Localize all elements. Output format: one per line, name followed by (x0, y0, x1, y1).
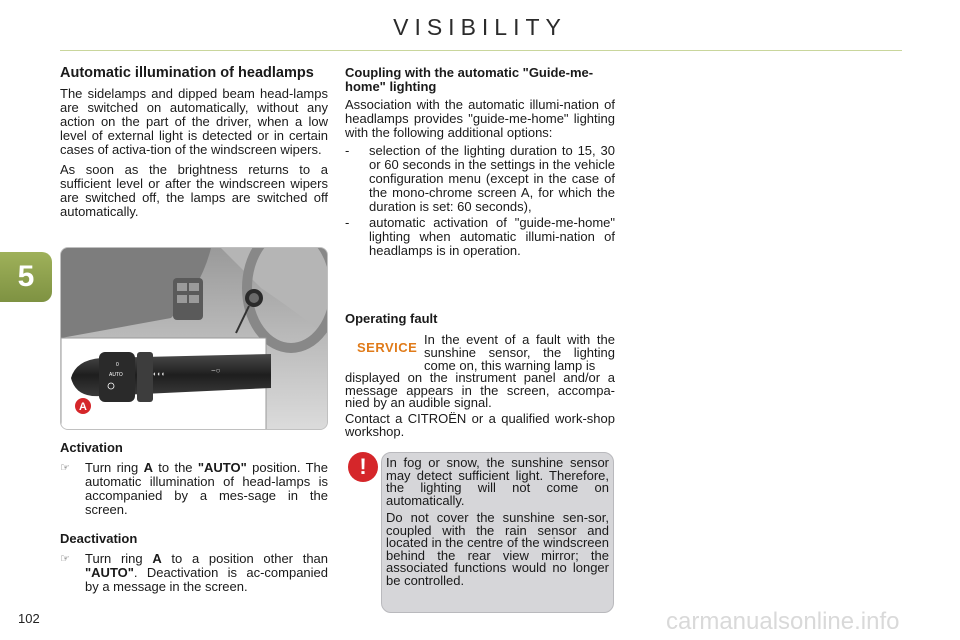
dashboard-image (61, 248, 328, 430)
fault-text-b: displayed on the instrument panel and/or a message appears in the screen, accompa-nied by an audible signal. (345, 370, 615, 410)
chapter-tab[interactable]: 5 (0, 252, 52, 302)
deactivation-heading: Deactivation (60, 531, 138, 546)
pointing-hand-icon: ☞ (60, 553, 70, 565)
stalk-auto-label: AUTO (109, 372, 123, 378)
warning-paragraph: In fog or snow, the sunshine sensor may detect sufficient light. Therefore, the lighting will not come on automatically. (386, 455, 609, 508)
exclamation-icon: ! (348, 452, 378, 482)
operating-fault-section (345, 312, 615, 326)
deactivation-section (60, 532, 328, 594)
coupling-intro: Association with the automatic illumi-nation of headlamps provides "guide-me-home" lighting with the following additional options: (345, 97, 615, 140)
warning-text (386, 457, 609, 587)
watermark: carmanualsonline.info (666, 608, 900, 635)
pointing-hand-icon: ☞ (60, 462, 70, 474)
svg-text:◐◐◐: ◐◐◐ (153, 371, 166, 378)
auto-illumination-section (60, 66, 328, 219)
paragraph: The sidelamps and dipped beam head-lamps are switched on automatically, without any action on the part of the driver, when a low level of external light is detected or in certain cases of activa-tion of the windscreen wipers. (60, 86, 328, 157)
list-dash: - (345, 215, 350, 230)
activation-heading: Activation (60, 440, 123, 455)
page-title: VISIBILITY (393, 14, 567, 40)
fault-heading: Operating fault (345, 311, 438, 326)
fault-contact: Contact a CITROËN or a qualified work-shop workshop. (345, 411, 615, 439)
deactivation-instruction: Turn ring A to a position other than "AUTO". Deactivation is ac-companied by a message in the screen. (85, 551, 329, 594)
list-item: selection of the lighting duration to 15, 30 or 60 seconds in the settings in the vehicle configuration menu (except in the case of the mono-chrome screen A, for which the duration is set: 60 seconds), (369, 143, 615, 214)
activation-section (60, 441, 328, 517)
paragraph: As soon as the brightness returns to a sufficient level or after the windscreen wipers are switched off, the lamps are switched off automatically. (60, 162, 328, 219)
fault-text-a: In the event of a fault with the sunshine sensor, the lighting come on, this warning lamp is (424, 332, 615, 373)
svg-text:−○: −○ (211, 366, 221, 375)
ring-a-label: A (79, 401, 87, 413)
title-divider (60, 50, 902, 51)
list-item: automatic activation of "guide-me-home" lighting when automatic illumi-nation of headlamps is in operation. (369, 215, 615, 258)
stalk-zero-label: 0 (116, 362, 119, 368)
lighting-stalk-illustration (60, 247, 328, 430)
guide-me-home-section (345, 66, 615, 258)
page-number: 102 (18, 611, 40, 626)
warning-paragraph: Do not cover the sunshine sen-sor, coupled with the rain sensor and located in the centre of the windscreen behind the rear view mirror; the associated functions would no longer be controlled. (386, 510, 609, 588)
section-heading: Automatic illumination of headlamps (60, 65, 314, 81)
list-dash: - (345, 143, 350, 158)
service-warning-icon: SERVICE (357, 340, 418, 355)
coupling-heading: Coupling with the automatic "Guide-me-home" lighting (345, 65, 594, 94)
activation-instruction: Turn ring A to the "AUTO" position. The automatic illumination of head-lamps is accompanied by a mes-sage in the screen. (85, 460, 329, 517)
